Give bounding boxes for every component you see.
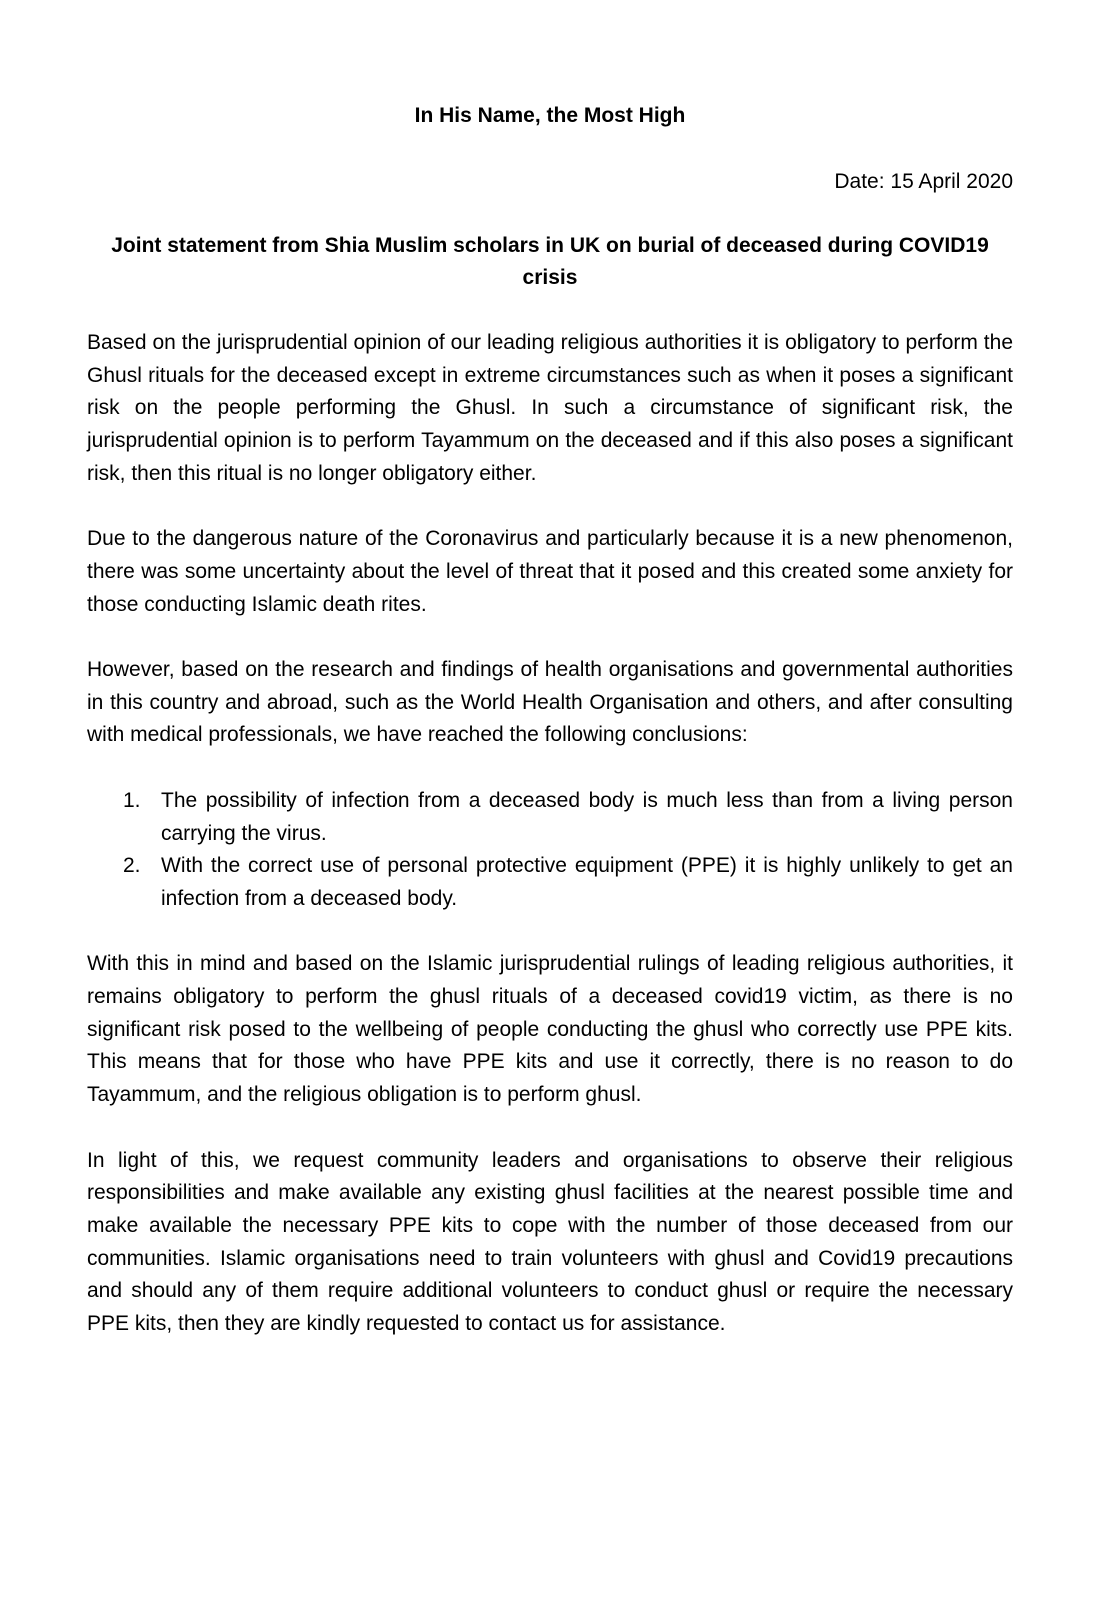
list-item-text: With the correct use of personal protective equipment (PPE) it is highly unlikely to get an infection from a deceased body. <box>161 854 1013 910</box>
paragraph-coronavirus-uncertainty: Due to the dangerous nature of the Coronavirus and particularly because it is a new phenomenon, there was some uncertainty about the level of threat that it posed and this created some anxiety for those conducting Islamic death rites. <box>87 527 1013 616</box>
list-item-number: 1. <box>123 788 141 812</box>
list-item-text: The possibility of infection from a deceased body is much less than from a living person carrying the virus. <box>161 788 1013 845</box>
paragraph-research-findings: However, based on the research and findings of health organisations and governmental authorities in this country and abroad, such as the World Health Organisation and others, and after consulting with medical professionals, we have reached the following conclusions: <box>87 658 1013 747</box>
paragraph-jurisprudential-opinion: Based on the jurisprudential opinion of our leading religious authorities it is obligatory to perform the Ghusl rituals for the deceased except in extreme circumstances such as when it poses a significant risk on the people performing the Ghusl. In such a circumstance of significant risk, the jurisprudential opinion is to perform Tayammum on the deceased and if this also poses a significant risk, then this ritual is no longer obligatory either. <box>87 331 1013 485</box>
document-title: Joint statement from Shia Muslim scholars in UK on burial of deceased during COVID19 crisis <box>111 234 989 289</box>
list-item <box>87 785 1013 850</box>
document-heading: In His Name, the Most High <box>414 104 686 127</box>
conclusions-list <box>87 785 1013 916</box>
paragraph-community-request: In light of this, we request community leaders and organisations to observe their religious responsibilities and make available any existing ghusl facilities at the nearest possible time and make available the necessary PPE kits to cope with the number of those deceased from our communities. Islamic organisations need to train volunteers with ghusl and Covid19 precautions and should any of them require additional volunteers to conduct ghusl or require the necessary PPE kits, then they are kindly requested to contact us for assistance. <box>87 1148 1013 1336</box>
paragraph-ghusl-obligation: With this in mind and based on the Islamic jurisprudential rulings of leading religious authorities, it remains obligatory to perform the ghusl rituals of a deceased covid19 victim, as there is no significant risk posed to the wellbeing of people conducting the ghusl who correctly use PPE kits. This means that for those who have PPE kits and use it correctly, there is no reason to do Tayammum, and the religious obligation is to perform ghusl. <box>87 952 1013 1107</box>
list-item <box>87 850 1013 915</box>
list-item-number: 2. <box>123 854 141 878</box>
document-date: Date: 15 April 2020 <box>834 170 1013 193</box>
